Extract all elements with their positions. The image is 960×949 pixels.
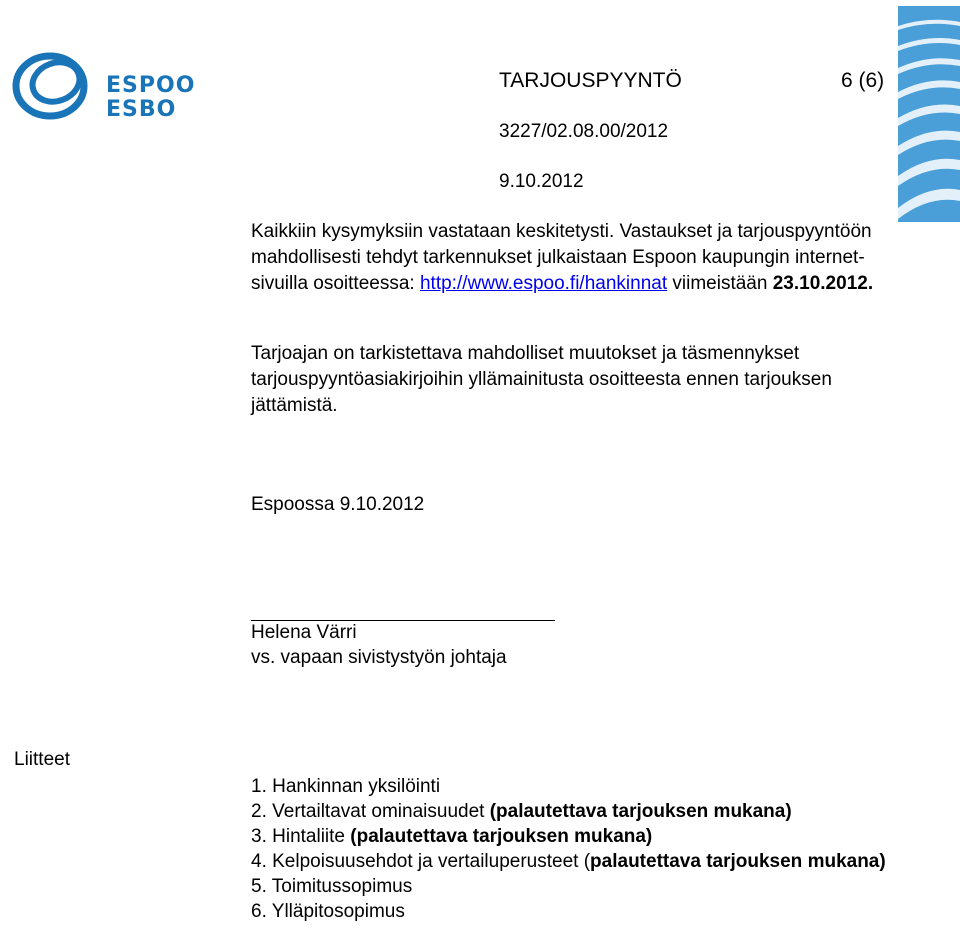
hankinnat-link[interactable]: http://www.espoo.fi/hankinnat bbox=[419, 273, 668, 294]
signatory-name: Helena Värri bbox=[251, 622, 357, 643]
espoo-logo-text bbox=[106, 74, 195, 122]
attachment-bold: (palautettava tarjouksen mukana) bbox=[489, 801, 792, 822]
attachments-label: Liitteet bbox=[14, 749, 70, 770]
attachment-bold: palautettava tarjouksen mukana) bbox=[590, 851, 886, 872]
place-date: Espoossa 9.10.2012 bbox=[251, 494, 425, 515]
attachment-item bbox=[251, 849, 931, 874]
attachment-text: 6. Ylläpitosopimus bbox=[251, 901, 405, 922]
deadline-prefix: viimeistään bbox=[667, 273, 773, 294]
attachment-text: 1. Hankinnan yksilöinti bbox=[251, 776, 441, 797]
signature-line bbox=[251, 620, 555, 621]
attachment-bold: (palautettava tarjouksen mukana) bbox=[350, 826, 653, 847]
attachment-text: 2. Vertailtavat ominaisuudet bbox=[251, 801, 490, 822]
attachment-item bbox=[251, 799, 931, 824]
attachments-list bbox=[251, 774, 931, 924]
questions-text: Kaikkiin kysymyksiin vastataan keskitetysti. Vastaukset ja tarjouspyyntöön mahdollisesti tehdyt tarkennukset julkaistaan Espoon kaupungin internet-sivuilla osoitteessa: bbox=[251, 221, 872, 294]
logo-line-1: ESPOO bbox=[106, 73, 196, 98]
deadline-date: 23.10.2012. bbox=[772, 273, 874, 294]
decorative-wave-pattern-icon bbox=[898, 6, 960, 222]
signatory-title: vs. vapaan sivistystyön johtaja bbox=[251, 647, 507, 668]
attachment-item bbox=[251, 874, 931, 899]
attachment-text: 4. Kelpoisuusehdot ja vertailuperusteet ( bbox=[251, 851, 591, 872]
changes-paragraph: Tarjoajan on tarkistettava mahdolliset muutokset ja täsmennykset tarjouspyyntöasiakirjoihin yllämainitusta osoitteesta ennen tarjouksen jättämistä. bbox=[251, 343, 832, 416]
attachment-text: 5. Toimitussopimus bbox=[251, 876, 413, 897]
attachment-text: 3. Hintaliite bbox=[251, 826, 351, 847]
attachment-item bbox=[251, 774, 931, 799]
espoo-logo-emblem-icon bbox=[6, 38, 102, 134]
questions-paragraph bbox=[251, 219, 891, 297]
document-type: TARJOUSPYYNTÖ bbox=[499, 69, 682, 92]
document-date: 9.10.2012 bbox=[499, 171, 584, 192]
page-number: 6 (6) bbox=[841, 69, 885, 92]
document-number: 3227/02.08.00/2012 bbox=[499, 121, 669, 142]
attachment-item bbox=[251, 824, 931, 849]
attachment-item bbox=[251, 899, 931, 924]
logo-line-2: ESBO bbox=[106, 97, 177, 122]
